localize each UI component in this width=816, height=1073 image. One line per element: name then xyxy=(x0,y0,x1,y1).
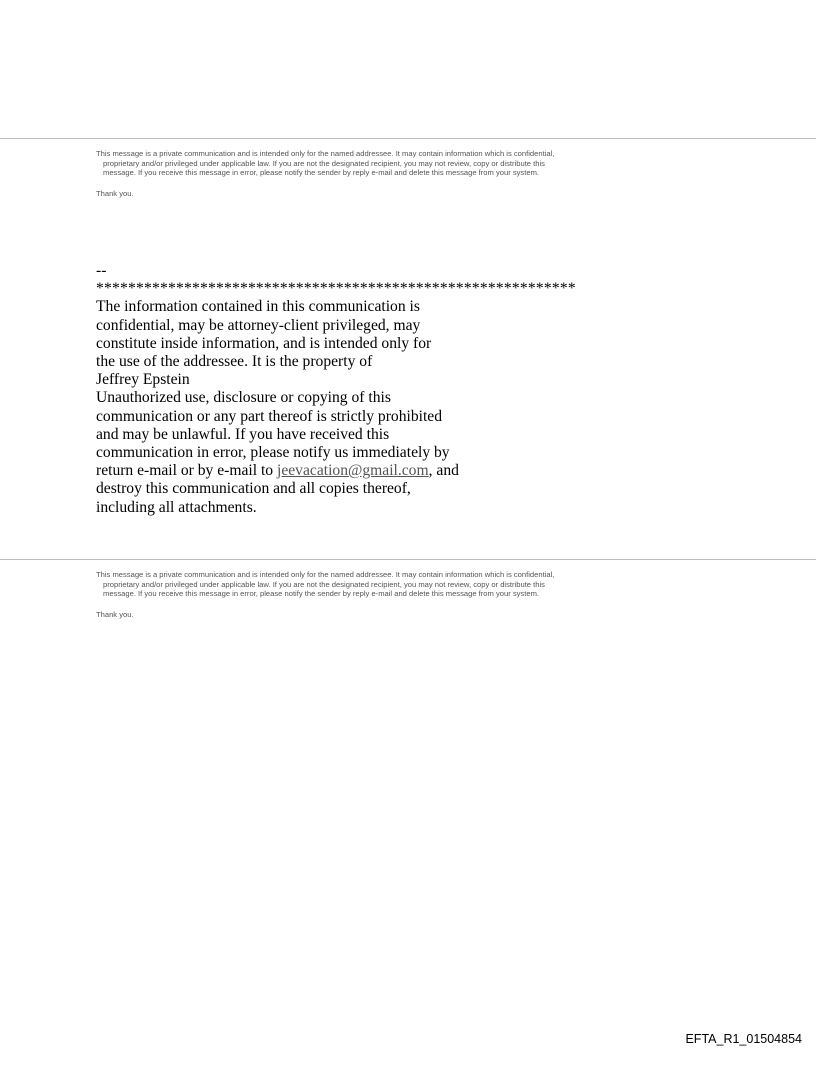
notice-line: This message is a private communication and is intended only for the named addressee. It may contain information which is confidential, xyxy=(96,570,555,579)
disclaimer-line: communication or any part thereof is strictly prohibited xyxy=(96,407,443,425)
notice-line: message. If you receive this message in error, please notify the sender by reply e-mail and delete this message from your system. xyxy=(103,589,539,598)
return-suffix: , and xyxy=(428,462,459,480)
confidentiality-notice-2 xyxy=(96,570,696,619)
notice-thanks: Thank you. xyxy=(96,609,134,619)
notice-line: proprietary and/or privileged under applicable law. If you are not the designated recipient, you may not review, copy or distribute this xyxy=(103,579,545,589)
document-id: EFTA_R1_01504854 xyxy=(685,1032,802,1046)
email-link[interactable]: jeevacation@gmail.com xyxy=(277,462,429,480)
divider-bottom xyxy=(0,559,816,560)
return-prefix: return e-mail or by e-mail to xyxy=(96,462,277,480)
disclaimer-line: and may be unlawful. If you have received this xyxy=(96,425,390,443)
disclaimer-line: confidential, may be attorney-client privileged, may xyxy=(96,316,421,334)
signature-dashes: -- xyxy=(96,262,107,279)
disclaimer-line: communication in error, please notify us immediately by xyxy=(96,444,450,462)
disclaimer-line: The information contained in this communication is xyxy=(96,298,420,316)
signature-stars: ************************************************************ xyxy=(96,280,576,298)
disclaimer-line: Unauthorized use, disclosure or copying of this xyxy=(96,389,391,407)
disclaimer-line-email xyxy=(96,462,576,480)
disclaimer-line: destroy this communication and all copies thereof, xyxy=(96,480,411,498)
divider-top xyxy=(0,138,816,139)
notice-line: proprietary and/or privileged under applicable law. If you are not the designated recipient, you may not review, copy or distribute this xyxy=(103,158,545,168)
notice-thanks: Thank you. xyxy=(96,188,134,198)
notice-line: message. If you receive this message in error, please notify the sender by reply e-mail and delete this message from your system. xyxy=(103,168,539,177)
disclaimer-owner: Jeffrey Epstein xyxy=(96,371,190,389)
disclaimer-line: constitute inside information, and is intended only for xyxy=(96,334,432,352)
confidentiality-notice-1 xyxy=(96,149,696,198)
disclaimer-line: the use of the addressee. It is the property of xyxy=(96,353,373,371)
email-signature-disclaimer xyxy=(96,262,576,517)
notice-line: This message is a private communication and is intended only for the named addressee. It may contain information which is confidential, xyxy=(96,149,555,158)
disclaimer-line: including all attachments. xyxy=(96,498,257,516)
